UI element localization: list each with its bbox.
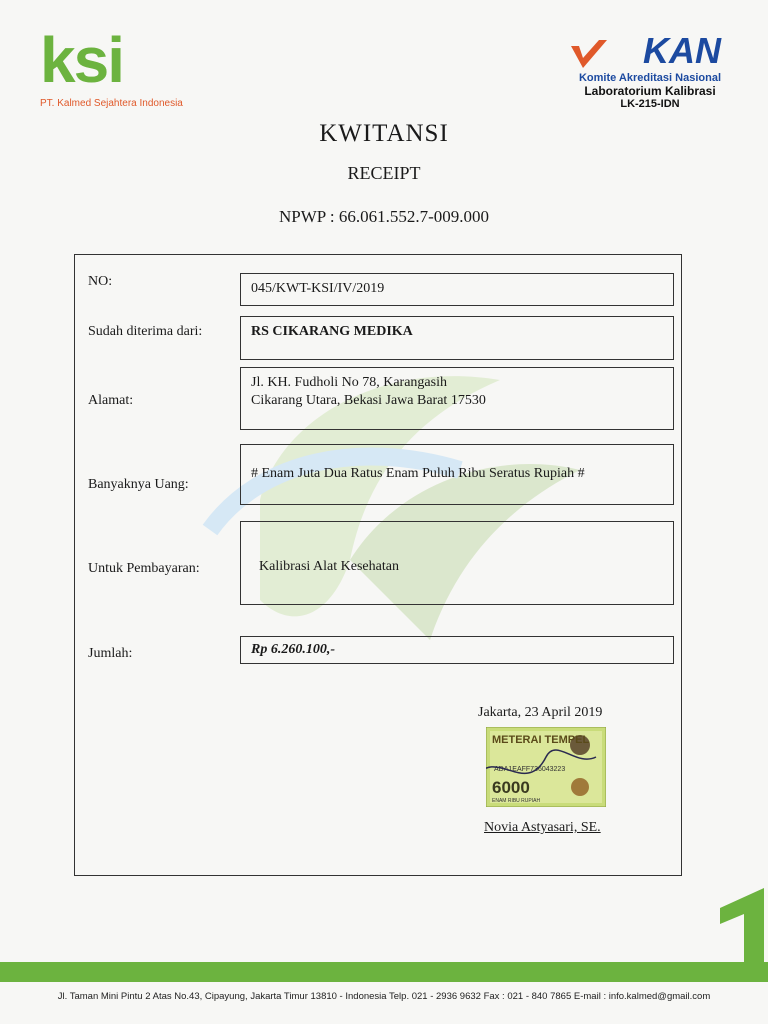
stamp-code: ADA1EAFF736043223	[494, 766, 566, 773]
no-value: 045/KWT-KSI/IV/2019	[240, 273, 674, 306]
company-logo	[40, 24, 190, 109]
tax-number: NPWP : 66.061.552.7-009.000	[279, 207, 489, 226]
company-logo-mark: ksi	[40, 24, 123, 96]
checkmark-icon	[569, 38, 609, 72]
address-label: Alamat:	[88, 393, 134, 408]
accreditation-name: Komite Akreditasi Nasional	[578, 72, 722, 84]
no-label: NO:	[88, 274, 113, 289]
amount-words-label: Banyaknya Uang:	[88, 477, 189, 492]
stamp-words: ENAM RIBU RUPIAH	[492, 798, 541, 804]
total-value: Rp 6.260.100,-	[240, 636, 674, 664]
accreditation-logo	[565, 32, 735, 110]
amount-words-value: # Enam Juta Dua Ratus Enam Puluh Ribu Seratus Rupiah #	[240, 444, 674, 505]
footer-bar	[0, 962, 768, 982]
revenue-stamp	[486, 727, 606, 807]
stamp-title: METERAI TEMPEL	[492, 734, 590, 746]
company-name: PT. Kalmed Sejahtera Indonesia	[40, 98, 183, 109]
address-line-2: Cikarang Utara, Bekasi Jawa Barat 17530	[251, 393, 486, 408]
accreditation-logo-mark: KAN	[643, 30, 721, 71]
address-line-1: Jl. KH. Fudholi No 78, Karangasih	[251, 375, 447, 390]
footer-address: Jl. Taman Mini Pintu 2 Atas No.43, Cipayung, Jakarta Timur 13810 - Indonesia Telp. 021 - 2936 9632 Fax : 021 - 840 7865 E-mail : info.kalmed@gmail.com	[57, 991, 711, 1002]
address-value	[240, 367, 674, 430]
document-title: KWITANSI	[319, 120, 449, 147]
purpose-value: Kalibrasi Alat Kesehatan	[240, 521, 674, 605]
stamp-value: 6000	[492, 778, 530, 797]
footer-corner-accent	[720, 888, 764, 964]
from-value: RS CIKARANG MEDIKA	[240, 316, 674, 360]
from-label: Sudah diterima dari:	[88, 324, 203, 339]
signatory-name: Novia Astyasari, SE.	[484, 820, 601, 835]
total-label: Jumlah:	[88, 646, 133, 661]
purpose-label: Untuk Pembayaran:	[88, 561, 200, 576]
accreditation-code: LK-215-IDN	[620, 98, 680, 110]
accreditation-lab: Laboratorium Kalibrasi	[584, 84, 716, 98]
document-subtitle: RECEIPT	[347, 163, 421, 183]
signature-date: Jakarta, 23 April 2019	[478, 705, 603, 720]
